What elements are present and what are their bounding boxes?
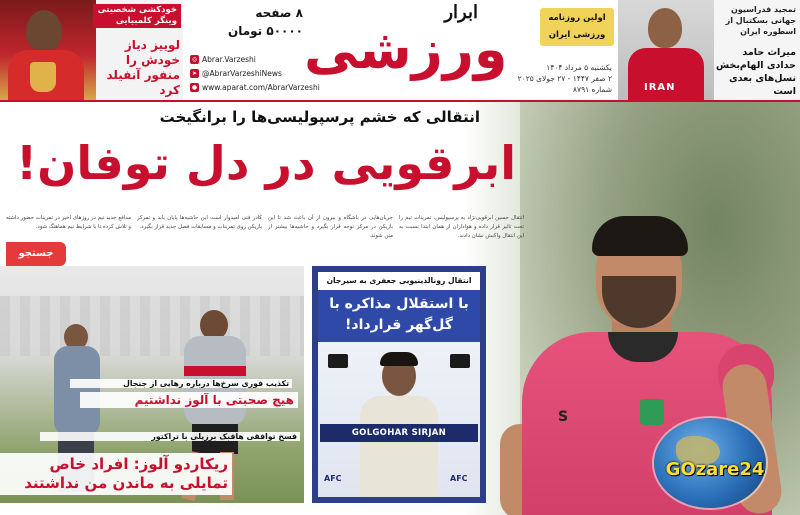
left-story-caption-2: فسخ توافقی هافبک برزیلی با تراکتور [40,432,300,441]
poster-title: با استقلال مذاکره با گل‌گهر قرارداد! [318,290,480,342]
issue-price [193,4,303,40]
logo-big-text: ورزشی [304,18,508,81]
page-count: ۸ صفحه [255,6,303,20]
sponsor-logo-icon [328,354,348,368]
poster-photo [318,342,480,502]
telegram-icon: ➤ [191,69,198,77]
poster-header: انتقال رونالدینیویی جعفری به سیرجان [318,272,480,290]
instagram-icon: ◎ [191,55,198,63]
date-line-2: ۲ صفر ۱۴۴۷ - ۲۷ جولای ۲۰۲۵ [517,74,612,83]
club-badge-icon [640,399,664,425]
body-column-4: مدافع جدید تیم در روزهای اخیر در تمرینات حضور داشته و تلاش کرده تا با شرایط تیم هماهنگ شود. [6,215,131,230]
newspaper-logo[interactable] [300,2,508,98]
first-daily-badge: اولین روزنامه ورزشی ایران [540,8,614,46]
trophy-shape [30,62,56,92]
body-column-1: انتقال حسین ابرقویی‌نژاد به پرسپولیس، تمرینات تیم را تحت تاثیر قرار داده و هواداران از همان ابتدا نسبت به این انتقال واکنش نشان دادند. [399,215,524,239]
promo-right-photo [618,0,714,100]
logo-small-text: ابرار [444,2,478,23]
promo-left[interactable] [0,0,183,100]
promo-right-headline[interactable]: میراث حامد حدادی الهام‌بخش نسل‌های بعدی است [716,47,796,97]
promo-left-photo [0,0,96,100]
date-block [498,62,612,95]
jersey-text: IRAN [644,82,676,93]
promo-right-subtitle: تمجید فدراسیون جهانی بسکتبال از اسطوره ایران [725,5,796,36]
contact-telegram-text: @AbrarVarzeshiNews [202,68,282,78]
body-column-2: جریان‌هایی در باشگاه و بیرون از آن باعث شد تا این بازیکن در مرکز توجه قرار بگیرد و حاشیه‌ها بیشتر از متن شوند. [268,215,393,239]
promo-left-headline[interactable]: لوییز دیاز خودش را منفور آنفیلد کرد [106,38,180,97]
contact-row-web[interactable] [190,80,320,94]
globe-icon: ● [191,83,198,91]
contact-web-text: www.aparat.com/AbrarVarzeshi [202,82,320,92]
hero-headline[interactable]: ابرقویی در دل توفان! [16,136,516,190]
social-contacts [190,52,320,94]
club-scarf: GOLGOHAR SIRJAN [320,424,478,442]
contact-instagram-text: Abrar.Varzeshi [202,54,256,64]
body-column-3: کادر فنی امیدوار است این حاشیه‌ها پایان یابد و تمرکز بازیکن روی تمرینات و مسابقات فصل جدید قرار بگیرد. [137,215,262,230]
price: ۵۰۰۰۰ تومان [227,24,303,38]
transfer-poster[interactable] [312,266,486,503]
poster-player-hair [380,352,418,366]
player-head-shape [26,10,62,52]
contact-row-telegram[interactable] [190,66,310,80]
date-line-1: یکشنبه ۵ مرداد ۱۴۰۴ [546,63,612,72]
afc-logo-left: AFC [324,474,342,483]
watermark-text: GOzare24 [665,459,765,480]
left-story-caption-1: تکذیب فوری سرخ‌ها درباره رهایی از جنجال [70,379,292,388]
kit-sponsor-mark: S [558,409,569,425]
sponsor-logo-icon [450,354,470,368]
promo-right[interactable] [618,0,800,100]
hero-body-columns [6,214,524,258]
contact-row-instagram[interactable] [190,52,310,66]
player-head-shape [648,8,682,48]
left-story-quote[interactable]: هیچ صحبتی با آلوز نداشتیم [80,392,298,408]
afc-logo-right: AFC [450,474,468,483]
person1-body [54,346,100,436]
left-story-headline[interactable]: ریکاردو آلوز: افراد خاص تمایلی به ماندن من نداشتند [0,453,232,495]
person2-stripe [184,366,246,376]
masthead [0,0,800,102]
more-tag[interactable]: جستجو [6,242,66,266]
issue-number: شماره ۸۷۹۱ [573,85,612,94]
player-hair [592,216,688,256]
hero-kicker: انتقالی که خشم پرسپولیسی‌ها را برانگیخت [159,108,480,126]
promo-left-tag: خودکشی شخصیتی وینگر کلمبیایی [93,4,181,28]
stadium-stand [0,296,304,356]
poster-player-shirt [360,396,438,502]
